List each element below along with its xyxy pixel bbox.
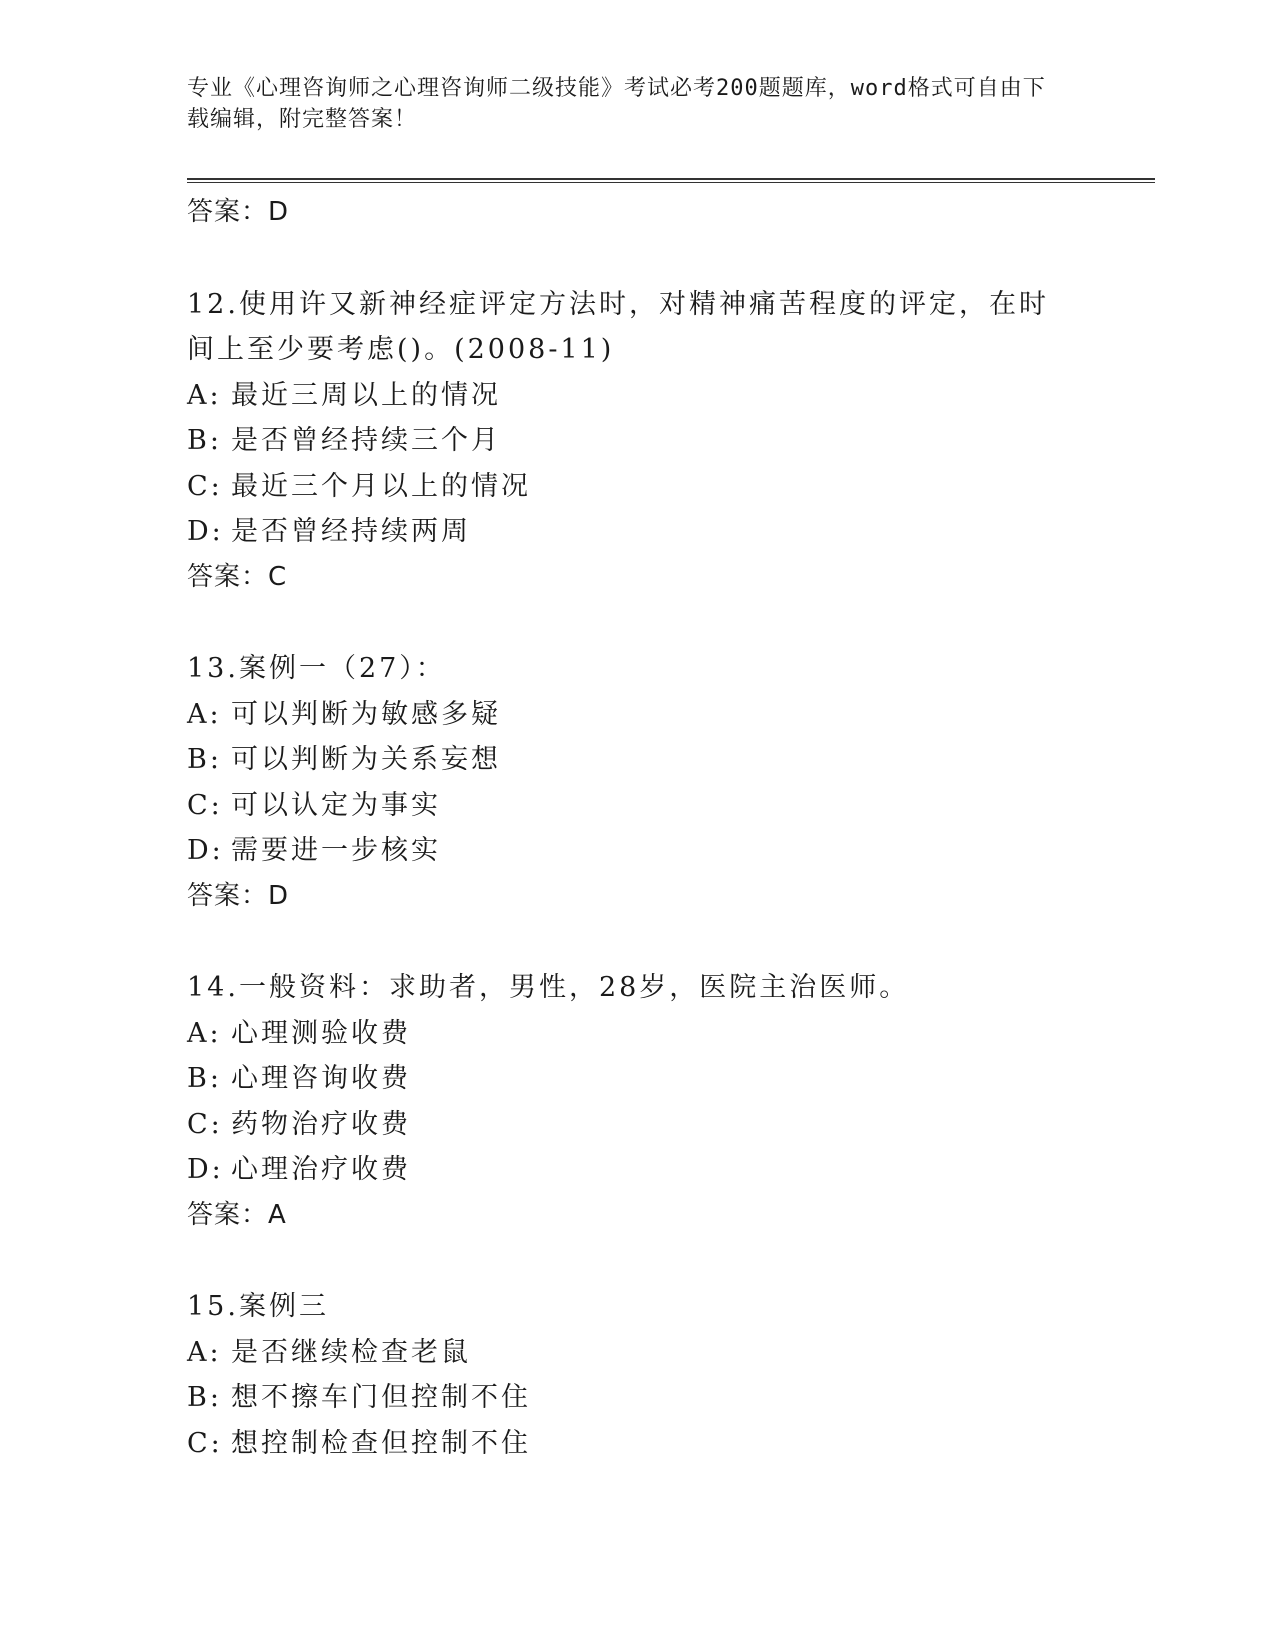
option-text: 可以判断为关系妄想 [231,744,501,775]
question-stem: 12.使用许又新神经症评定方法时，对精神痛苦程度的评定，在时间上至少要考虑()。(2008-11) [187,288,1049,365]
option-a [187,373,1155,419]
option-key: D: [187,516,224,547]
option-text: 药物治疗收费 [231,1108,411,1140]
option-text: 可以认定为事实 [231,789,441,821]
header-divider [187,178,1155,183]
option-c [187,1102,1155,1148]
option-text: 是否继续检查老鼠 [231,1336,471,1368]
option-text: 是否曾经持续两周 [231,516,471,547]
option-a [187,692,1155,738]
option-key: C: [187,789,223,821]
option-c [187,1421,1155,1467]
question-15 [187,1284,1155,1466]
option-key: B: [187,425,222,456]
option-key: B: [187,1382,222,1413]
question-list [187,190,1155,1512]
option-text: 想控制检查但控制不住 [231,1427,531,1459]
question-13 [187,646,1155,919]
option-a [187,1330,1155,1376]
option-text: 想不擦车门但控制不住 [231,1382,531,1413]
option-b [187,418,1155,464]
option-key: C: [187,1427,223,1459]
option-d [187,509,1155,555]
answer-line: 答案：D [187,880,290,911]
option-key: A: [187,1336,222,1368]
option-d [187,828,1155,874]
option-b [187,737,1155,783]
option-key: C: [187,1108,223,1140]
option-text: 最近三个月以上的情况 [231,470,531,502]
option-key: C: [187,470,223,502]
option-text: 是否曾经持续三个月 [231,425,501,456]
option-key: A: [187,379,222,411]
question-stem: 15.案例三 [187,1291,329,1322]
option-text: 最近三周以上的情况 [231,379,501,411]
option-key: D: [187,835,224,866]
answer-line: 答案：A [187,1199,287,1230]
option-b [187,1056,1155,1102]
option-key: A: [187,698,222,730]
option-text: 可以判断为敏感多疑 [231,698,501,730]
option-text: 心理测验收费 [231,1017,411,1049]
previous-answer: 答案：D [187,197,290,227]
option-text: 心理咨询收费 [231,1063,411,1094]
document-header: 专业《心理咨询师之心理咨询师二级技能》考试必考200题题库，word格式可自由下载编辑，附完整答案！ [187,76,1046,132]
option-key: B: [187,1063,222,1094]
option-key: D: [187,1154,224,1185]
question-stem: 13.案例一（27）： [187,653,446,684]
option-c [187,783,1155,829]
question-14 [187,965,1155,1238]
option-text: 心理治疗收费 [231,1154,411,1185]
answer-line: 答案：C [187,561,288,592]
option-d [187,1147,1155,1193]
option-a [187,1011,1155,1057]
option-key: B: [187,744,222,775]
question-stem: 14.一般资料：求助者，男性，28岁，医院主治医师。 [187,972,910,1003]
option-text: 需要进一步核实 [231,835,441,866]
question-12 [187,282,1155,601]
option-c [187,464,1155,510]
option-b [187,1375,1155,1421]
document-page [187,0,1157,1650]
option-key: A: [187,1017,222,1049]
